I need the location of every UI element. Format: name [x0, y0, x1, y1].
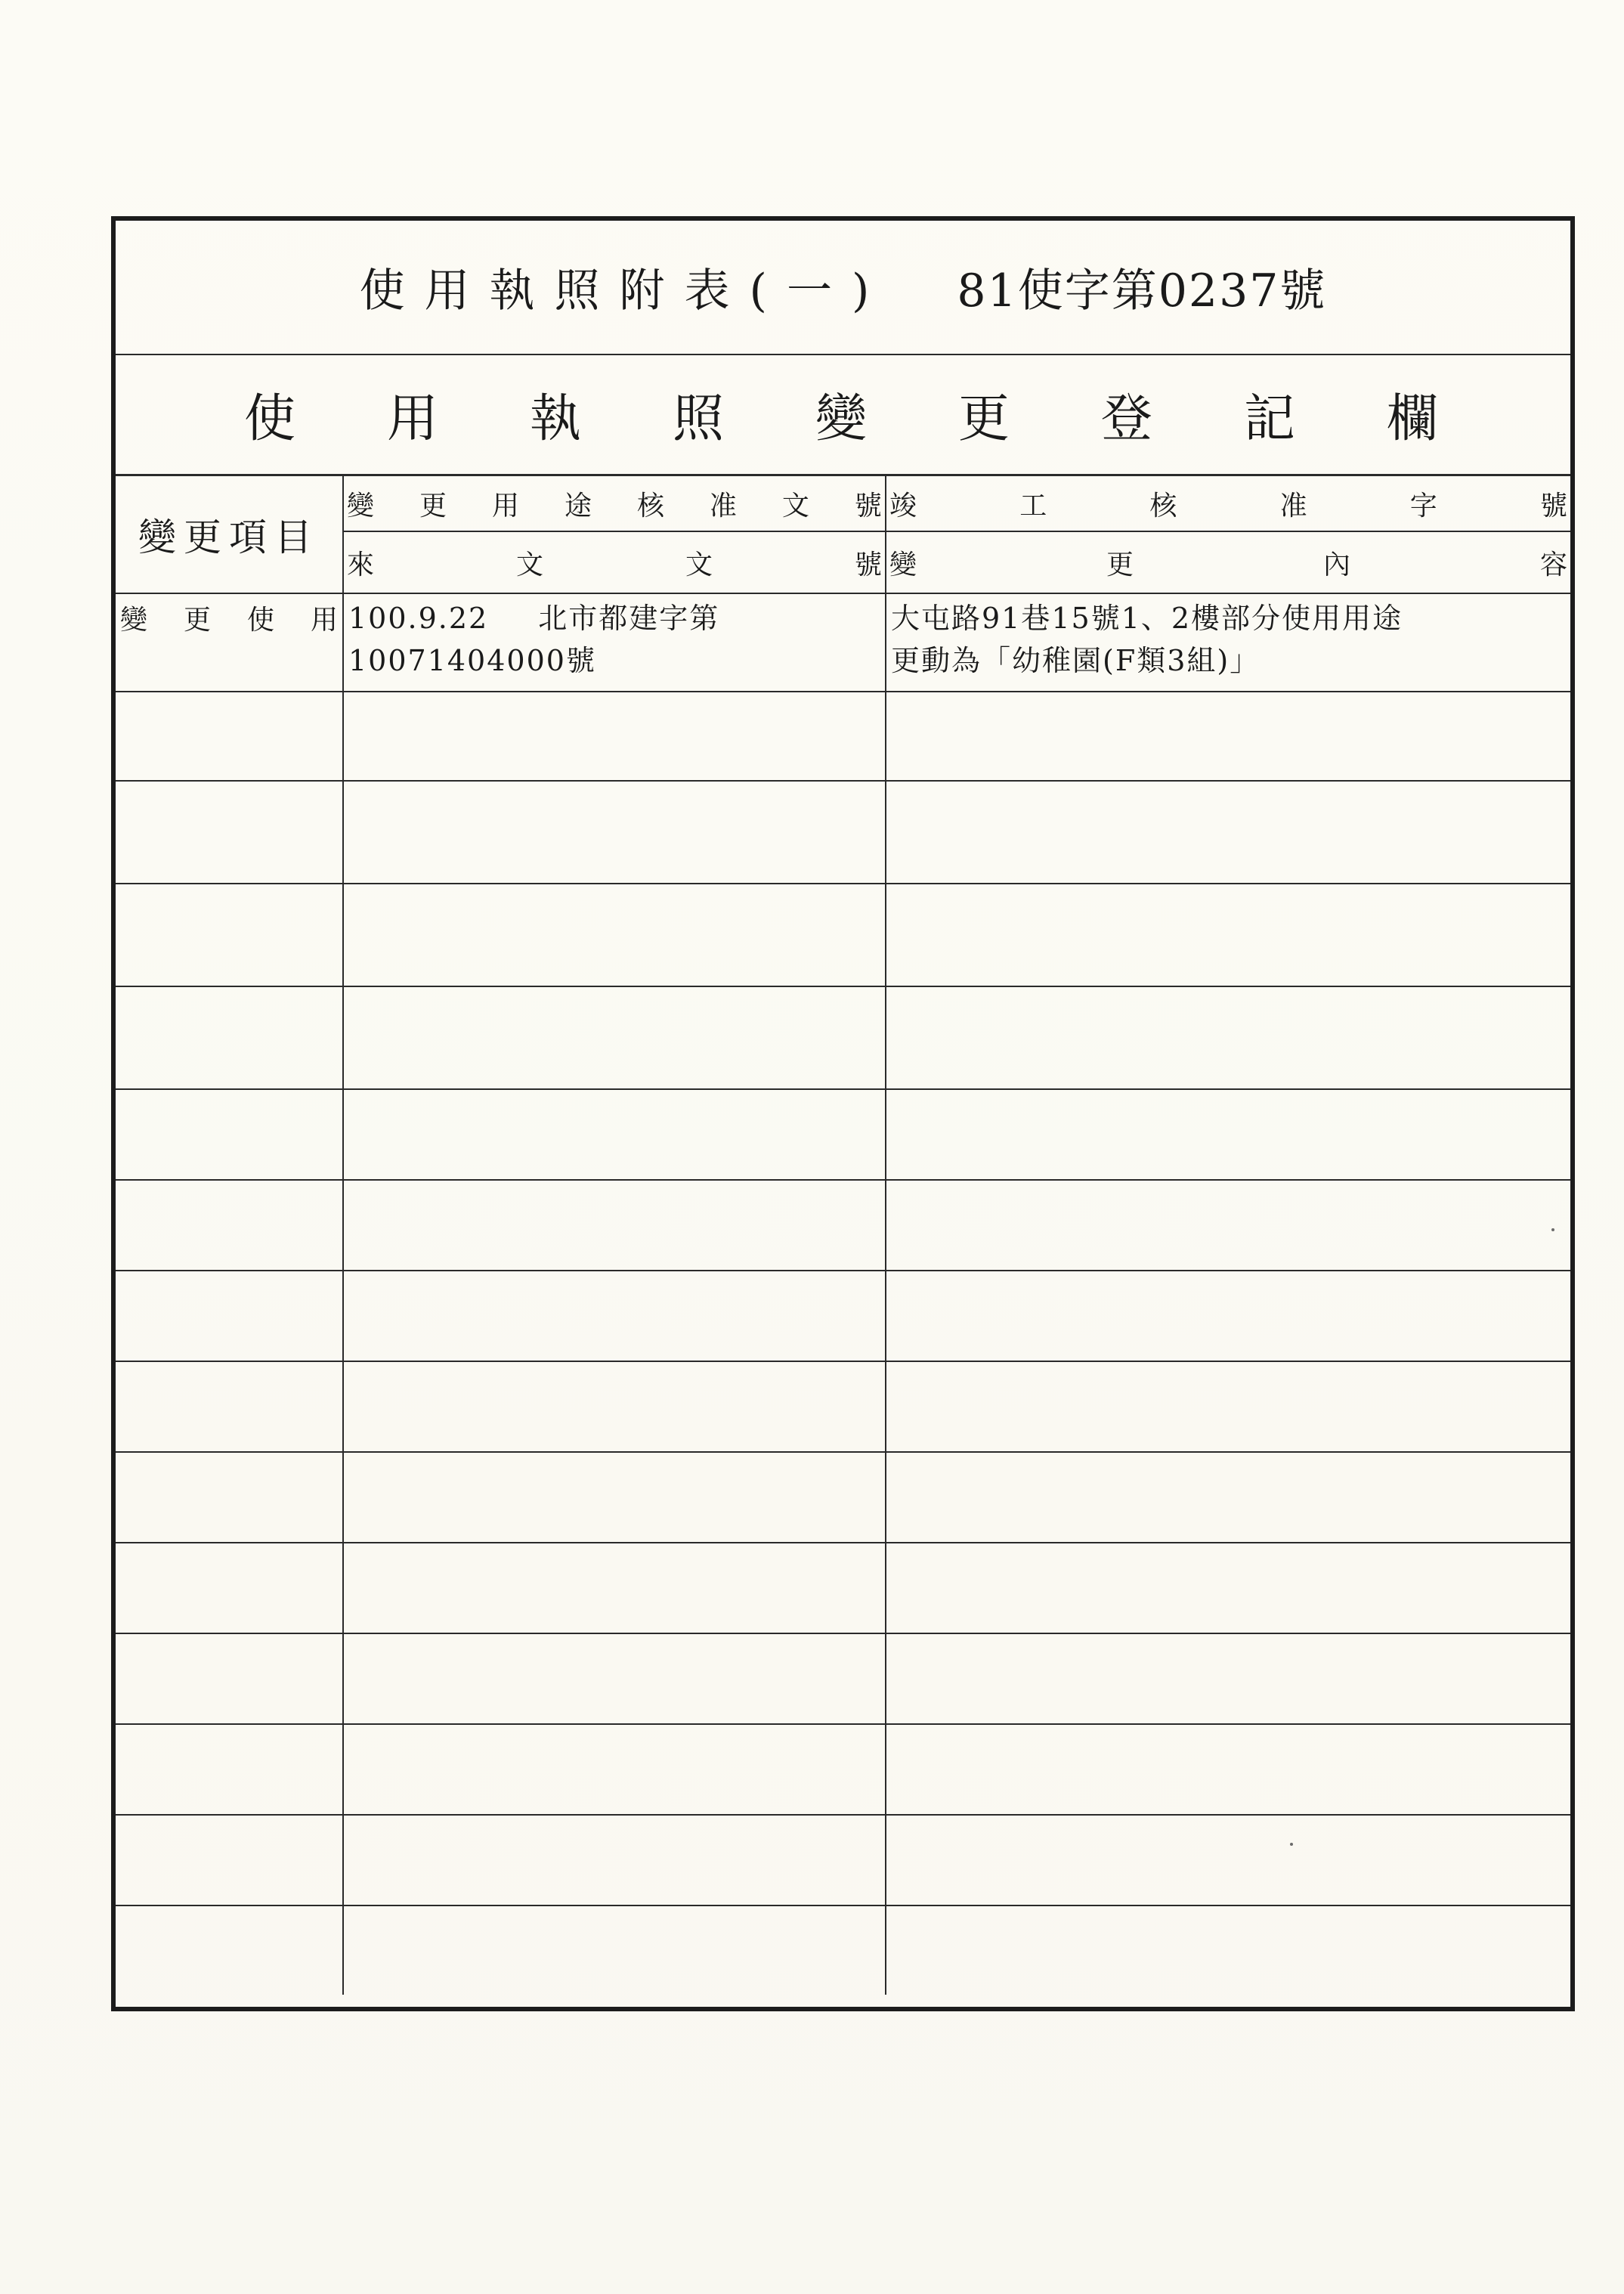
header-content-char: 容 — [1539, 549, 1567, 580]
header-completion-no-char: 工 — [1019, 490, 1047, 522]
row-item-char: 用 — [310, 605, 338, 636]
header-approval-no-char: 核 — [636, 490, 664, 522]
row-item-cell — [116, 594, 344, 691]
row-doc-cell — [344, 594, 886, 691]
document-title: 使用執照附表(一) — [359, 265, 889, 317]
table-row — [116, 1816, 1570, 1906]
table-row — [116, 594, 1570, 692]
table-row — [116, 1181, 1570, 1271]
content-line-1: 大屯路91巷15號1、2樓部分使用用途 — [891, 602, 1403, 635]
doc-prefix: 北市都建字第 — [538, 602, 720, 635]
table-row — [116, 1453, 1570, 1543]
header-item: 變更項目 — [116, 476, 344, 593]
section-heading — [244, 378, 1438, 451]
header-approval-no-char: 文 — [781, 490, 809, 522]
section-heading-char: 記 — [1243, 389, 1295, 449]
header-completion-no-char: 核 — [1149, 490, 1177, 522]
row-item-char: 更 — [183, 605, 211, 636]
header-completion-no-char: 號 — [1539, 490, 1567, 522]
header-approval-no-char: 更 — [419, 490, 447, 522]
scan-speck — [1290, 1843, 1293, 1846]
section-heading-char: 變 — [815, 389, 867, 449]
header-approval-no-char: 號 — [854, 490, 882, 522]
row-item-char: 變 — [120, 605, 148, 636]
row-content — [886, 594, 1570, 682]
table-row — [116, 692, 1570, 782]
subtitle-row — [116, 355, 1570, 476]
header-completion-no-char: 竣 — [889, 490, 917, 522]
title-row — [116, 221, 1570, 355]
header-completion-no-char: 准 — [1279, 490, 1307, 522]
row-doc — [344, 594, 885, 682]
table-row — [116, 884, 1570, 987]
section-heading-char: 使 — [244, 389, 296, 449]
content-line-2: 更動為「幼稚園(F類3組)」 — [891, 644, 1261, 677]
header-ref-no — [344, 532, 886, 593]
header-ref-no-char: 來 — [347, 549, 375, 580]
header-ref-no-char: 文 — [685, 549, 713, 580]
header-content-char: 變 — [889, 549, 917, 580]
header-content-char: 更 — [1106, 549, 1134, 580]
row-content-cell — [886, 594, 1570, 691]
header-ref-no-char: 文 — [515, 549, 543, 580]
section-heading-char: 更 — [957, 389, 1010, 449]
header-ref-no-char: 號 — [854, 549, 882, 580]
permit-number: 81使字第0237號 — [957, 265, 1327, 317]
table-header — [116, 476, 1570, 594]
table-row — [116, 782, 1570, 884]
table-row — [116, 1362, 1570, 1453]
section-heading-char: 登 — [1100, 389, 1152, 449]
row-item — [116, 594, 342, 637]
doc-number: 10071404000號 — [348, 644, 596, 677]
header-approval-no-char: 途 — [564, 490, 592, 522]
header-completion-no — [886, 476, 1570, 532]
header-approval-no-char: 用 — [491, 490, 519, 522]
section-heading-char: 用 — [386, 389, 438, 449]
permit-annex-table — [111, 216, 1575, 2011]
table-row — [116, 987, 1570, 1090]
section-heading-char: 欄 — [1386, 389, 1438, 449]
header-content-char: 內 — [1322, 549, 1350, 580]
scan-speck — [1551, 1228, 1554, 1231]
table-row — [116, 1271, 1570, 1362]
row-item-char: 使 — [246, 605, 274, 636]
header-completion-no-char: 字 — [1409, 490, 1437, 522]
table-row — [116, 1090, 1570, 1181]
section-heading-char: 執 — [529, 389, 581, 449]
doc-date: 100.9.22 — [348, 602, 489, 635]
table-row — [116, 1634, 1570, 1725]
header-approval-no — [344, 476, 886, 532]
section-heading-char: 照 — [672, 389, 724, 449]
header-content — [886, 532, 1570, 593]
table-row — [116, 1725, 1570, 1816]
table-row — [116, 1906, 1570, 1995]
table-body — [116, 594, 1570, 1995]
header-approval-no-char: 變 — [347, 490, 375, 522]
table-row — [116, 1543, 1570, 1634]
header-approval-no-char: 准 — [709, 490, 737, 522]
